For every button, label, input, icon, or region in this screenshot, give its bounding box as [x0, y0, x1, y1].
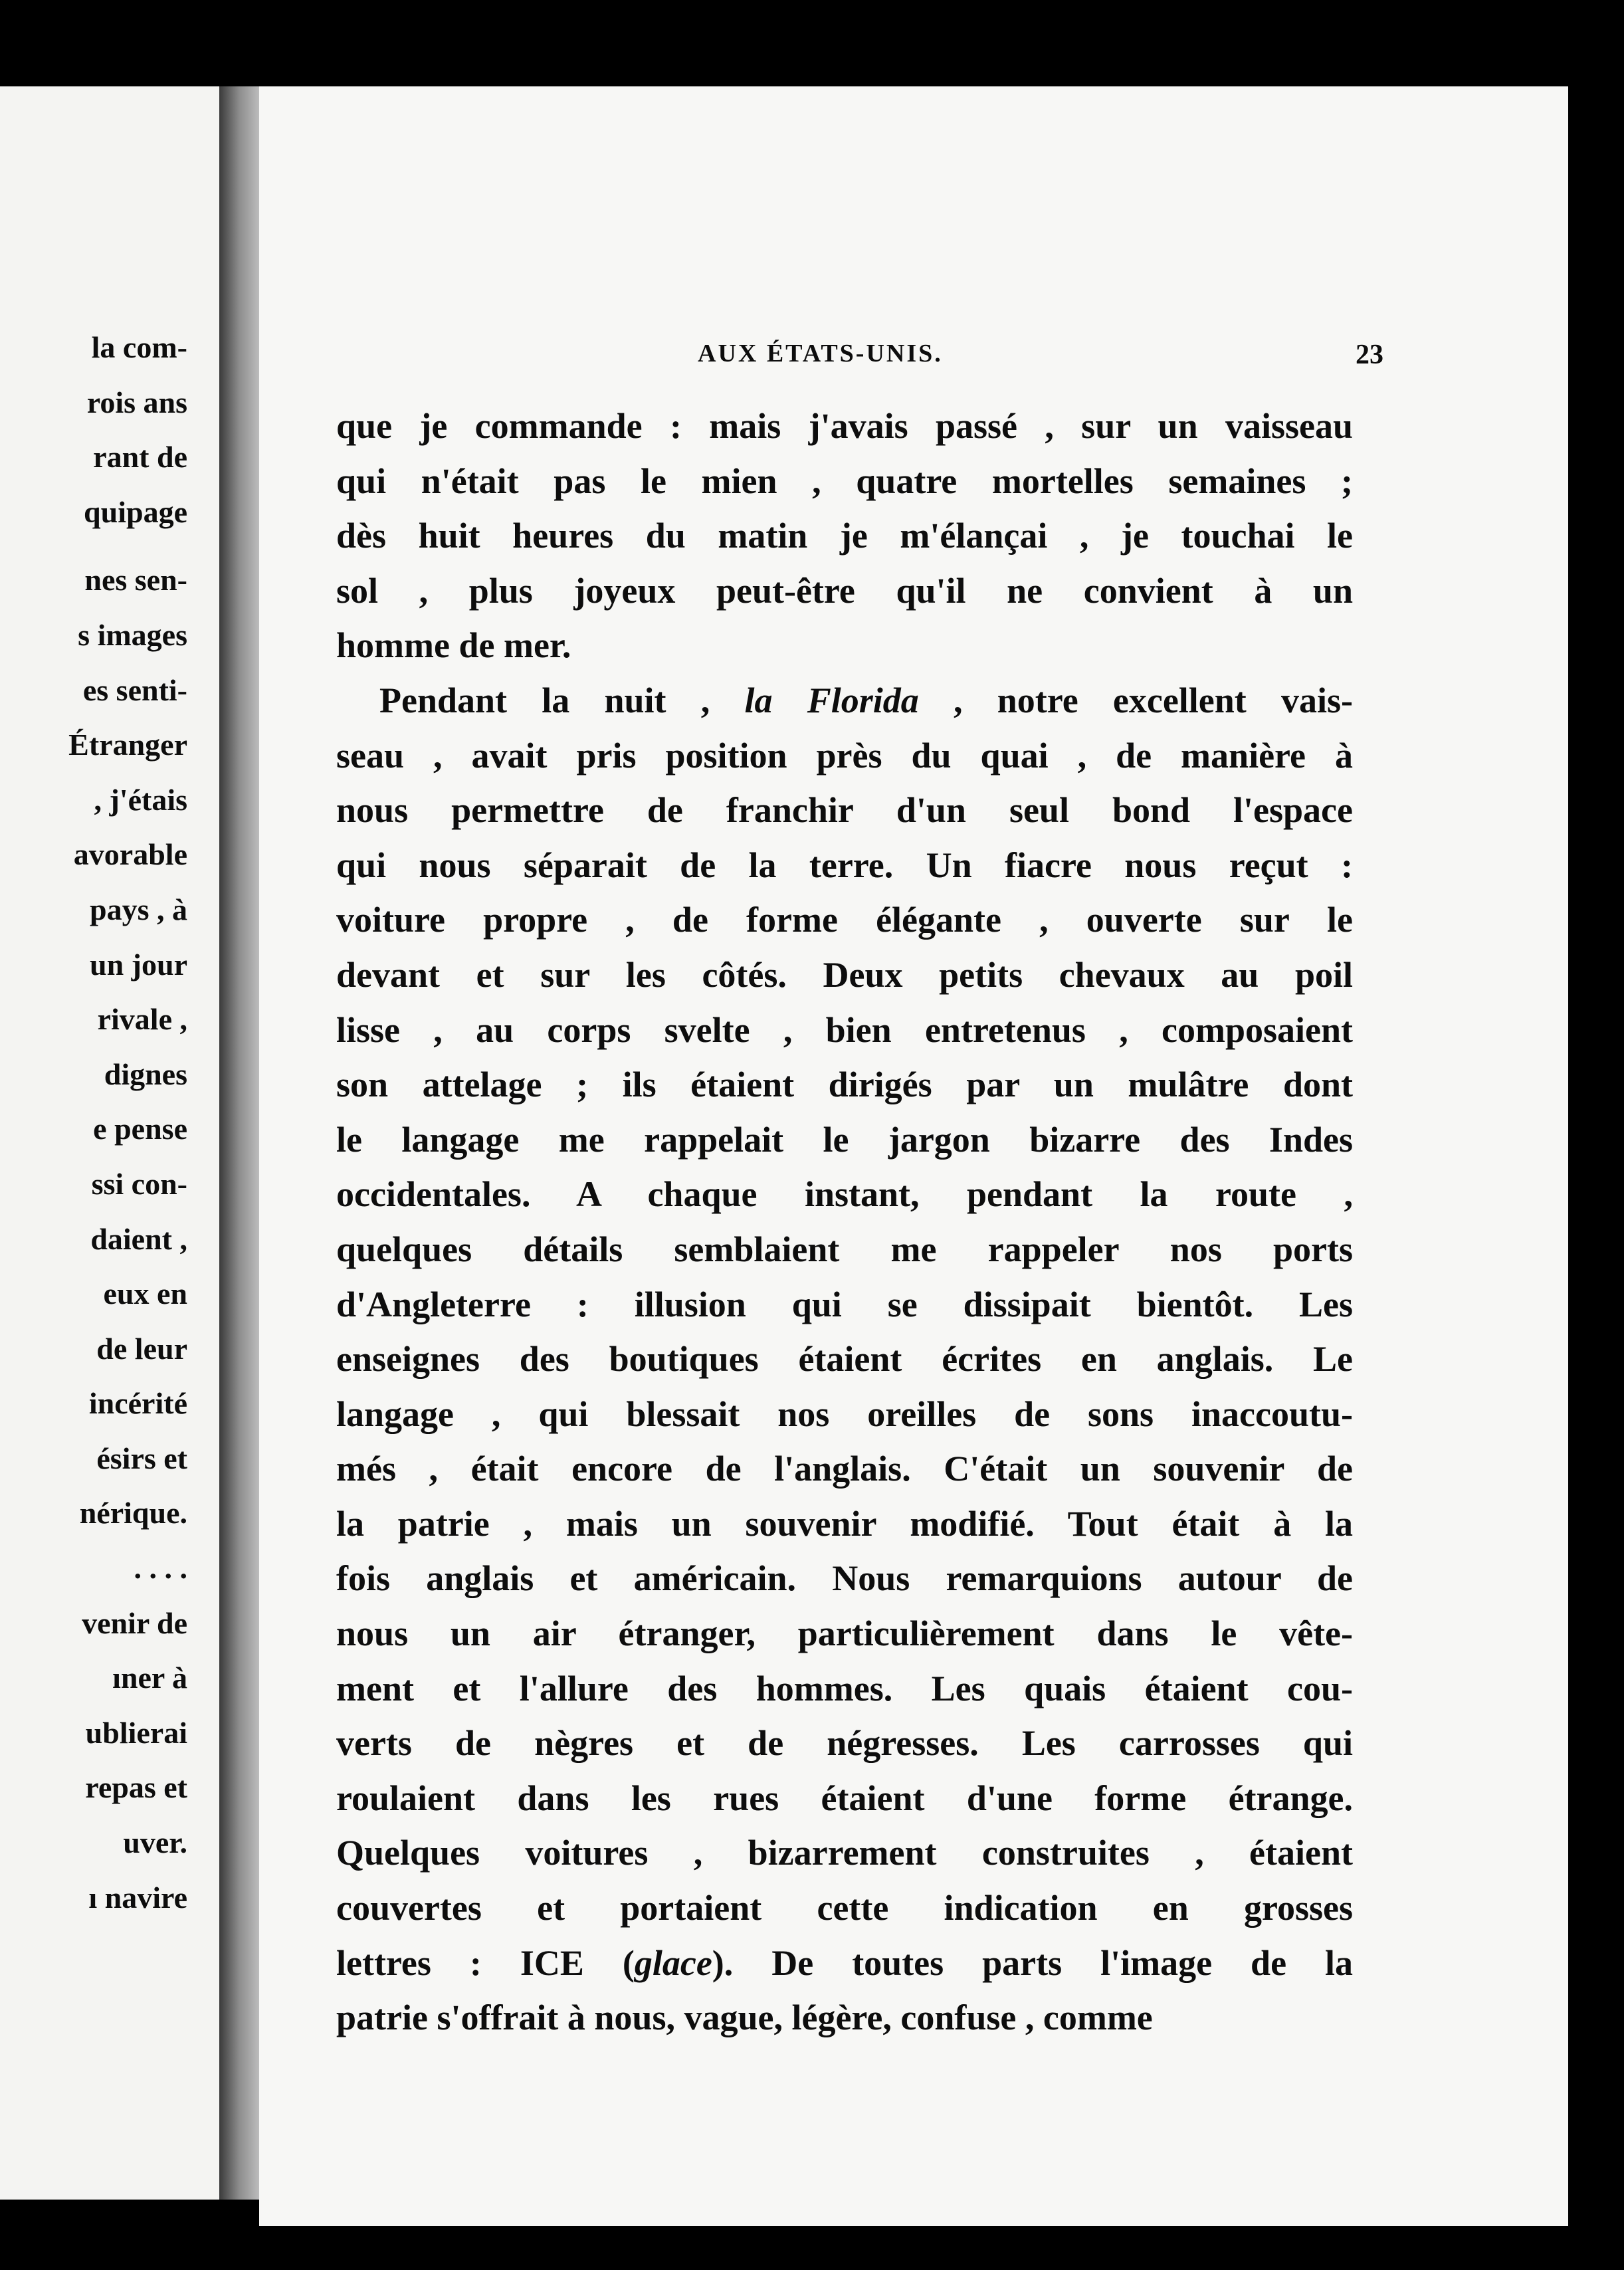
text-line: homme de mer.	[336, 625, 571, 666]
previous-page-line: eux en	[103, 1277, 187, 1311]
book-page	[259, 86, 1568, 2226]
text-line: seau , avait pris position près du quai , de manière à	[336, 735, 1353, 775]
previous-page-line: pays , à	[90, 892, 187, 926]
text-line: qui nous séparait de la terre. Un fiacre nous reçut :	[336, 845, 1353, 885]
previous-page-line: , j'étais	[94, 782, 187, 817]
previous-page-line: ssi con-	[91, 1166, 187, 1201]
text-line: dès huit heures du matin je m'élançai , je touchai le	[336, 516, 1353, 556]
text-line: nous permettre de franchir d'un seul bond l'espace	[336, 790, 1353, 831]
text-line: sol , plus joyeux peut-être qu'il ne convient à un	[336, 570, 1353, 611]
previous-page-line: de leur	[96, 1331, 187, 1366]
previous-page-line: quipage	[84, 494, 187, 529]
text-line: quelques détails semblaient me rappeler nos ports	[336, 1229, 1353, 1269]
text-line: la patrie , mais un souvenir modifié. Tout était à la	[336, 1503, 1353, 1544]
previous-page-line	[68, 540, 187, 553]
previous-page-line: ésirs et	[96, 1441, 187, 1475]
text-line: que je commande : mais j'avais passé , sur un vaisseau	[336, 406, 1353, 446]
previous-page-line: nes sen-	[84, 563, 187, 597]
previous-page-line: un jour	[90, 947, 187, 981]
text-line	[336, 1936, 1353, 1991]
text-line: roulaient dans les rues étaient d'une forme étrange.	[336, 1778, 1353, 1818]
previous-page	[0, 86, 219, 2200]
previous-page-line: incérité	[88, 1386, 187, 1421]
previous-page-line: ıner à	[112, 1661, 187, 1695]
text-line: couvertes et portaient cette indication en grosses	[336, 1888, 1353, 1928]
text-line: occidentales. A chaque instant, pendant la route ,	[336, 1174, 1353, 1215]
text-line: voiture propre , de forme élégante , ouverte sur le	[336, 900, 1353, 940]
text-line: d'Angleterre : illusion qui se dissipait bientôt. Les	[336, 1284, 1353, 1324]
running-title: AUX ÉTATS-UNIS.	[698, 340, 943, 367]
previous-page-line: ı navire	[88, 1880, 187, 1914]
previous-page-line: la com-	[91, 330, 187, 364]
text-fragment: (	[622, 1942, 635, 1983]
text-line: lisse , au corps svelte , bien entretenus , composaient	[336, 1009, 1353, 1050]
text-line: devant et sur les côtés. Deux petits chevaux au poil	[336, 954, 1353, 995]
text-line: son attelage ; ils étaient dirigés par un mulâtre dont	[336, 1065, 1353, 1105]
previous-page-line: rivale ,	[97, 1002, 187, 1037]
previous-page-line: e pense	[93, 1112, 187, 1146]
text-fragment: lettres : ICE	[336, 1942, 584, 1983]
text-line: qui n'était pas le mien , quatre mortelles semaines ;	[336, 461, 1353, 501]
previous-page-line: Étranger	[68, 728, 187, 762]
previous-page-text	[68, 320, 187, 1925]
body-text	[336, 399, 1353, 2045]
previous-page-line: rant de	[93, 440, 187, 474]
previous-page-line: . . . .	[134, 1551, 187, 1586]
text-line	[336, 673, 1353, 728]
text-fragment: ). De toutes parts l'image de la	[712, 1942, 1353, 1983]
previous-page-line: es senti-	[82, 672, 187, 707]
text-line: patrie s'offrait à nous, vague, légère, confuse , comme	[336, 1998, 1153, 2038]
text-fragment: Pendant la nuit ,	[379, 680, 710, 720]
text-line: fois anglais et américain. Nous remarquions autour de	[336, 1558, 1353, 1599]
page-number: 23	[1356, 340, 1383, 370]
previous-page-line: repas et	[85, 1770, 187, 1805]
text-line: langage , qui blessait nos oreilles de sons inaccoutu-	[336, 1393, 1353, 1434]
previous-page-line: avorable	[73, 837, 187, 872]
previous-page-line: nérique.	[79, 1496, 187, 1530]
text-line: ment et l'allure des hommes. Les quais étaient cou-	[336, 1668, 1353, 1708]
text-fragment: , notre excellent vais-	[953, 680, 1353, 720]
text-line: verts de nègres et de négresses. Les carrosses qui	[336, 1723, 1353, 1764]
text-line: le langage me rappelait le jargon bizarre des Indes	[336, 1119, 1353, 1160]
previous-page-line: venir de	[82, 1605, 187, 1640]
previous-page-line: s images	[78, 617, 187, 652]
text-line: nous un air étranger, particulièrement dans le vête-	[336, 1613, 1353, 1654]
previous-page-line: dignes	[104, 1057, 187, 1091]
previous-page-line: rois ans	[86, 385, 187, 419]
text-line: més , était encore de l'anglais. C'était un souvenir de	[336, 1449, 1353, 1489]
previous-page-line: ublierai	[85, 1715, 187, 1750]
ship-name: la Florida	[744, 680, 919, 720]
previous-page-line: uver.	[123, 1825, 187, 1860]
italic-word: glace	[634, 1942, 712, 1983]
text-line: Quelques voitures , bizarrement construites , étaient	[336, 1833, 1353, 1873]
text-line: enseignes des boutiques étaient écrites en anglais. Le	[336, 1339, 1353, 1380]
previous-page-line: daient ,	[90, 1221, 187, 1256]
